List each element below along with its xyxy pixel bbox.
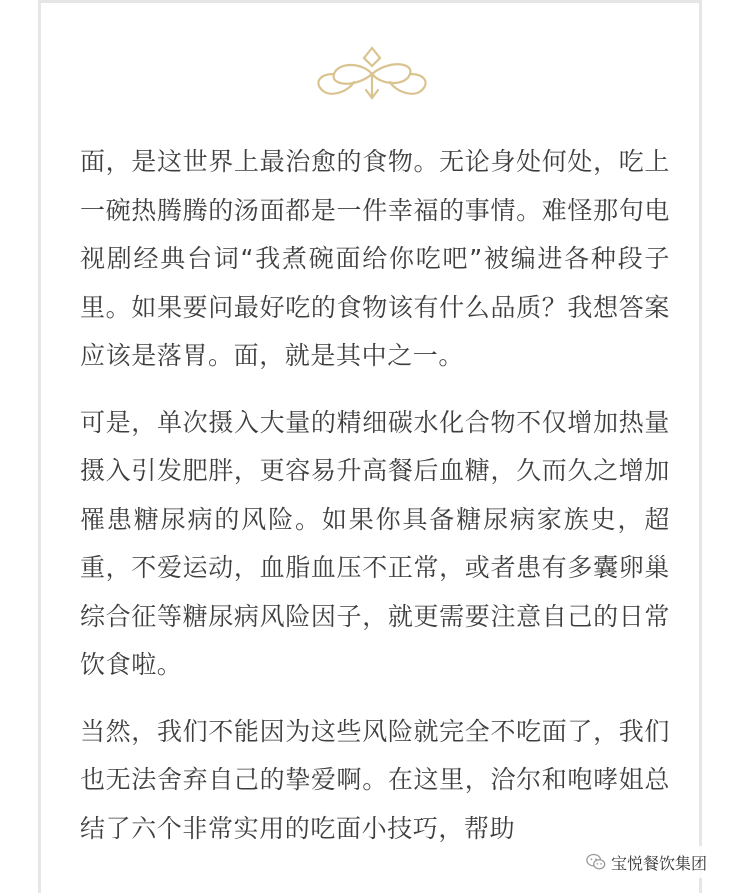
- watermark: [583, 846, 713, 878]
- paragraph-2: 可是，单次摄入大量的精细碳水化合物不仅增加热量摄入引发肥胖，更容易升高餐后血糖，久而久之增加罹患糖尿病的风险。如果你具备糖尿病家族史，超重，不爱运动，血脂血压不正常，或者患有多囊卵巢综合征等糖尿病风险因子，就更需要注意自己的日常饮食啦。: [80, 407, 670, 679]
- watermark-text: 宝悦餐饮集团: [611, 853, 708, 873]
- wechat-icon: [585, 851, 607, 873]
- paragraph-1: 面，是这世界上最治愈的食物。无论身处何处，吃上一碗热腾腾的汤面都是一件幸福的事情。难怪那句电视剧经典台词“我煮碗面给你吃吧”被编进各种段子里。如果要问最好吃的食物该有什么品质？我想答案应该是落胃。面，就是其中之一。: [80, 147, 670, 370]
- paragraph-3: 当然，我们不能因为这些风险就完全不吃面了，我们也无法舍弃自己的挚爱啊。在这里，洽尔和咆哮姐总结了六个非常实用的吃面小技巧，帮助: [80, 716, 670, 843]
- ornament-divider-icon: [308, 44, 436, 102]
- article-body: [80, 138, 670, 871]
